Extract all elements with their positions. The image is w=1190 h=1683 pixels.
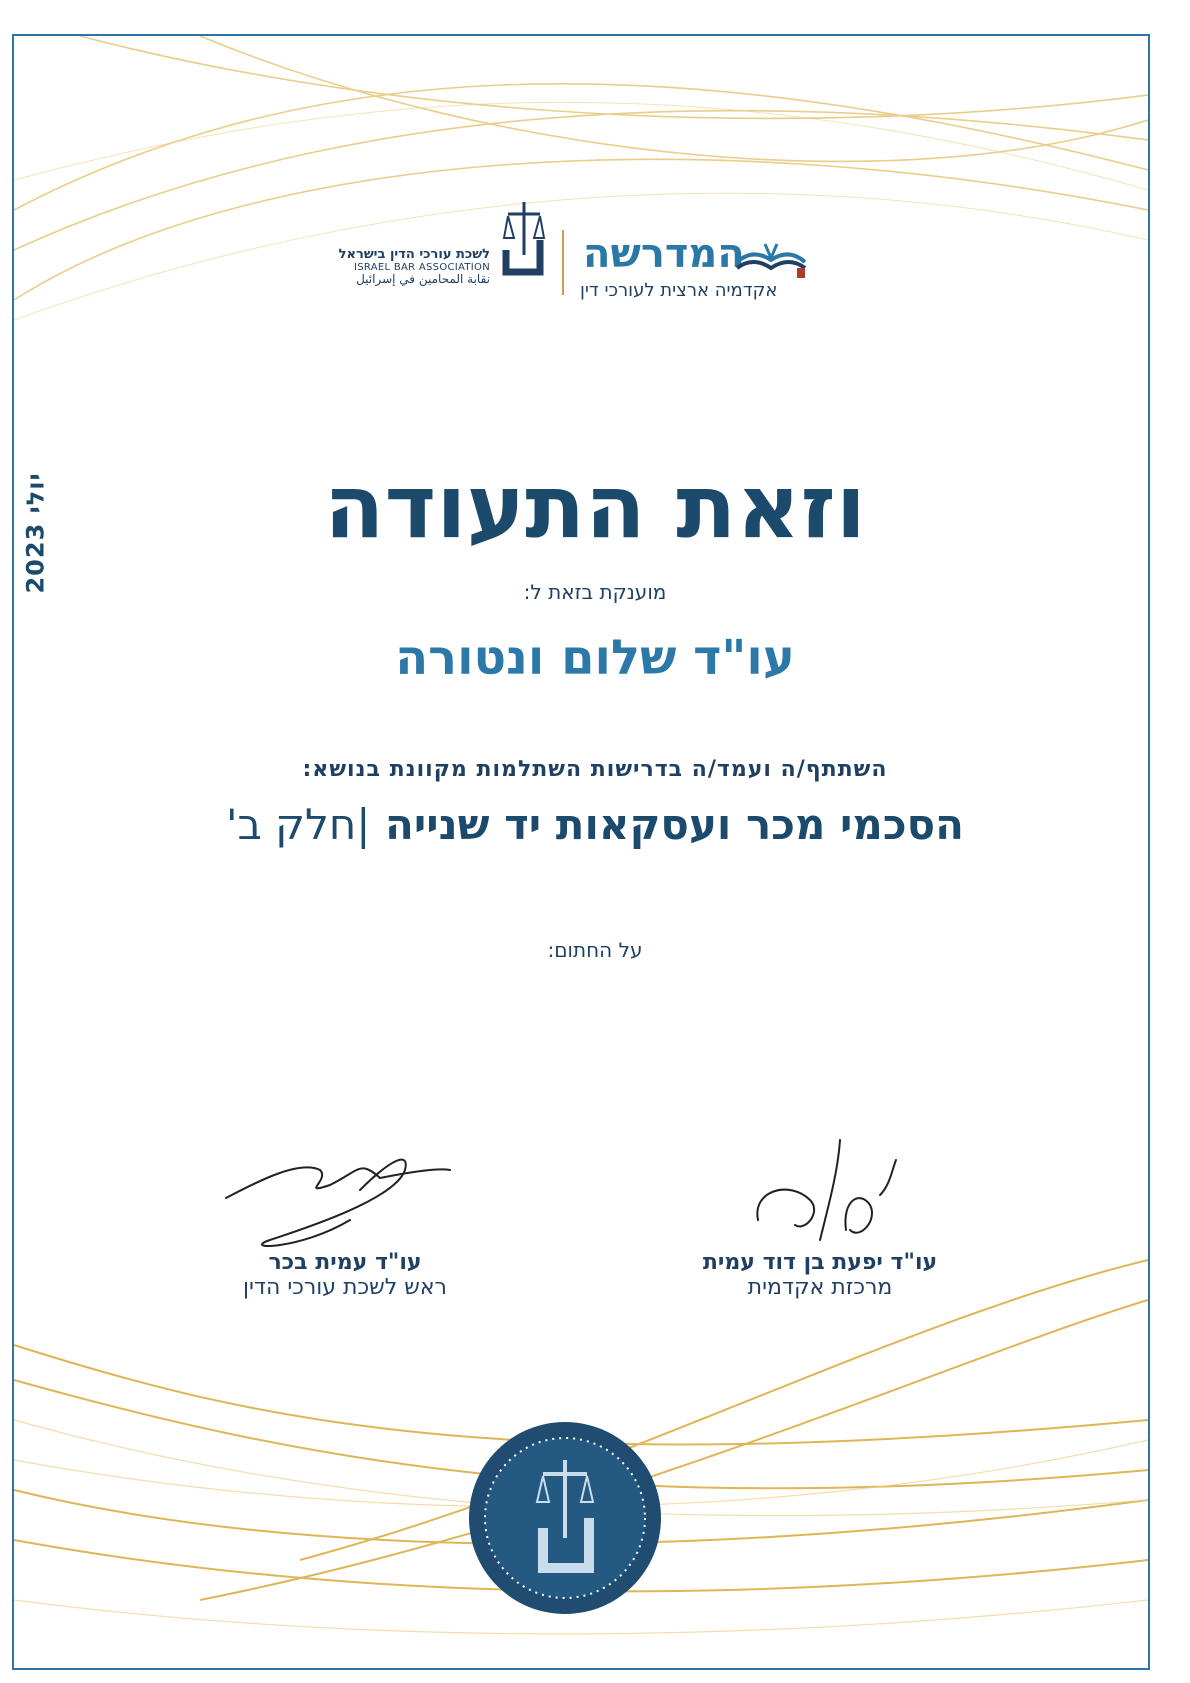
course-topic-main: הסכמי מכר ועסקאות יד שנייה [385,800,965,849]
recipient-name: עו"ד שלום ונטורה [395,630,795,686]
signatory-head [205,1250,485,1300]
signed-label: על החתום: [547,938,643,962]
side-date: יולי 2023 [22,472,51,594]
midrasha-subtitle: אקדמיה ארצית לעורכי דין [580,280,778,301]
midrasha-name: המדרשה [583,231,745,277]
signatory-name: עו"ד עמית בכר [268,1250,422,1275]
certificate-title: וזאת התעודה [324,455,866,558]
awarded-to-label: מוענקת בזאת ל: [523,580,667,604]
signatory-role: ראש לשכת עורכי הדין [243,1275,447,1300]
signatory-academic [660,1250,980,1300]
course-topic-part: |חלק ב' [225,800,371,849]
participation-text: השתתף/ה ועמד/ה בדרישות השתלמות מקוונת בנושא: [302,757,888,782]
official-seal [465,1418,665,1618]
signatory-role: מרכזת אקדמית [747,1275,893,1300]
bar-association-logo-text: לשכת עורכי הדין בישראל ISRAEL BAR ASSOCIATION نقابة المحامين في إسرائيل [338,247,490,287]
signatory-name: עו"ד יפעת בן דוד עמית [702,1250,938,1275]
